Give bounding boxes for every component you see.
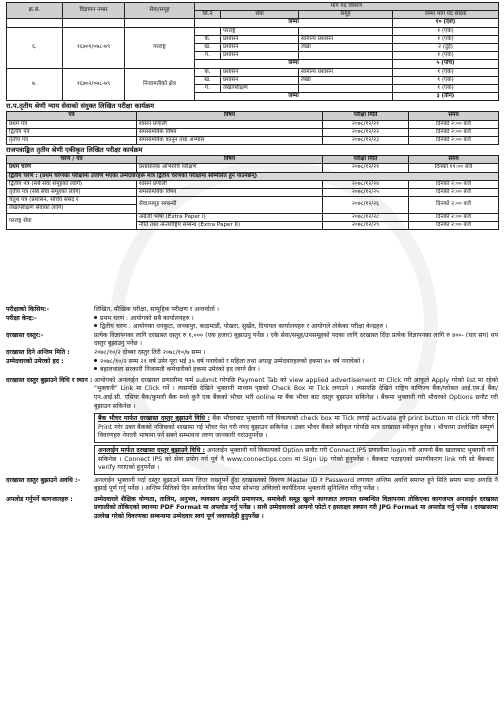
col-adv: विज्ञापन नम्बर — [63, 3, 125, 19]
table-row: जम्मा ५ (पाँच) — [7, 60, 499, 68]
table-row: नीति तथा अन्तर्राष्ट्रिय सम्बन्ध (Extra Paper II) २०७८/१२/२९ दिनको २:०० बजे — [7, 221, 499, 229]
group-adv: १६७०२/०७८-७९ — [63, 68, 125, 101]
payment-period-value: अनलाईन भुक्तानी गर्दा दस्तुर बुझाउने समय लिएर राख्नुपर्ने हुँदा दरखास्तको विवरण Master ID र Password लगायत अन्तिम अवधि समाप्त हुने मिति समय भन्दा अगाडि नै बुझाई पूर्ण गर्नु पर्नेछ । अन्तिम मितिको दिन सार्वजनिक बिदा परेमा सोभन्दा अघिल्लो कार्यदिनमा भुक्तानी सुनिश्चित गरिनु पर्नेछ । — [94, 476, 498, 493]
seat-distribution-table — [6, 2, 499, 101]
bank-voucher-title: बैंक भौचर मार्फत दरखास्त दस्तुर बुझाउने विधि : — [98, 415, 211, 423]
table-row: ख. प्रशासन लेखा २ (दुई) — [7, 44, 499, 52]
bank-voucher-text: बैंक भौचरबाट भुक्तानी गर्ने विकल्पको check box मा Tick लगाई activate हुने print button मा click गरी भौचर Print गरेर उक्त बैंकको नजिकको शाखामा गई भौचर पेश गरी नगद बुझाउन सकिनेछ । उक्त भौचर बैंकले स्वीकृत गरेपछि मात्र दरखास्त स्वीकृत हुनेछ । भौचरमा उल्लेखित सम्पूर्ण विवरणहरु नेपाली भाषामा पर्न सक्ने सम्भावना तरुण जानकारी गराउनुपर्नेछ । — [98, 415, 495, 440]
integrated-exam-table: चरण / पत्र विषय परीक्षा मिति समय प्रथम चरण प्रशासनिक अभिरुचि परीक्षण २०७८/१२/२१ दिनको ११:०० बजे द्वितीय चरण : (प्रथम चरणको परीक्षामा उत्तीर्ण भएका उम्मेदवारहरू मात्र द्वितीय चरणको परीक्षामा सम्मिलित हुन पाउनेछन्) द्वितीय पत्र (सबै सेवा समूहको लागि) शासन प्रणाली २०७८/१२/२४ दिनको २:०० बजे तृतीय पत्र (सबै सेवा समूहको लागि) समसामयिक विषय २०७८/१२/२५ दिनको २:०० बजे चतुर्थ पत्र (प्रशासन, सचिव संसद र सेवा/समूह सम्बन्धी २०७८/१२/२६ दिनको २:०० बजे लेखापरीक्षण सेवाको लागि) परराष्ट्र सेवा अंग्रेजी भाषा (Extra Paper I) २०७८/१२/२८ दिनको २:०० बजे नीति तथा अन्तर्राष्ट्रिय सम्बन्ध (Extra Paper II) २०७८/१२/२९ दिनको २:०० बजे — [6, 155, 499, 230]
table-row: तृतीय पत्र समसामयिक कानून तथा अभ्यास २०७८/१२/२३ दिनको २:०० बजे — [7, 137, 499, 145]
group-service: परराष्ट्र — [125, 27, 195, 68]
documents-label: अपलोड गर्नुपर्ने कागजातहरु : — [6, 495, 73, 503]
col-sn: क्र.सं. — [7, 3, 63, 19]
col-service: सेवा/समूह — [125, 3, 195, 19]
col-group: समूह — [299, 11, 393, 19]
table-row: ख. प्रशासन लेखा १ (एक) — [7, 76, 499, 84]
fee-value: प्रत्येक विज्ञापनका लागि दरखास्त दस्तुर रु १,००० (एक हजार) बुझाउनु पर्नेछ । एकै सेवा/समूह/उपसमूहको पदका लागि दरखास्त दिँदा प्रत्येक विज्ञापनका लागि रु ४००- (चार सय) थप दस्तुर बुझाउनु पर्नेछ । — [94, 331, 498, 348]
group-no: ६. — [7, 27, 63, 68]
judicial-exam-table: पत्र विषय परीक्षा मिति समय प्रथम पत्र शासन प्रणाली २०७८/१२/२१ दिनको २:०० बजे द्वितीय पत्र समसामयिक विषय २०७८/१२/२२ दिनको २:०० बजे तृतीय पत्र समसामयिक कानून तथा अभ्यास २०७८/१२/२३ दिनको २:०० बजे — [6, 111, 499, 145]
top-total-label: जम्मा — [195, 19, 393, 27]
center-phase2: द्वितीय चरण : आयोगका धनकुटा, जनकपुर, काठमाडौं, पोखरा, सुर्खेत, दिपायल कार्यालयहरु र आयोगले तोकेका परीक्षा केन्द्रहरु । — [100, 323, 388, 331]
col-subservice: सेवा — [221, 11, 299, 19]
mode-value: लिखित, मौखिक परीक्षा, सामूहिक परीक्षण र अन्तर्वार्ता । — [94, 306, 219, 313]
section1-title: रा.प.तृतीय श्रेणी न्याय सेवाको संयुक्त लिखित परीक्षा कार्यक्रम — [6, 102, 155, 111]
online-payment-text: अनलाईन भुक्तानी गर्ने विकल्पको Option छनौट गरी Connect IPS प्रणालीमा login गरी आफ्नो बैंक खाताबाट भुक्तानी गर्न सकिनेछ । Connect IPS को सेवा प्रयोग गर्न पूर्व नै www.connectips.com मा Sign Up गरेको हुनुपर्नेछ । बैंकबाट पठाइएको प्रमाणीकरण link गरी सो बैंकबाट verify गराएको हुनुपर्नेछ । — [98, 446, 495, 472]
table-row: तृतीय पत्र (सबै सेवा समूहको लागि) समसामयिक विषय २०७८/१२/२५ दिनको २:०० बजे — [7, 189, 499, 197]
group-no: ७. — [7, 68, 63, 101]
payment-period-label: दरखास्त दस्तुर बुझाउने अवधि :- — [6, 476, 81, 484]
mode-label: परीक्षाको किसिम:- — [6, 306, 50, 313]
age-label: उम्मेदवारको उमेरको हद : — [6, 357, 64, 365]
deadline-label: दरखास्त दिने अन्तिम मिति : — [6, 348, 70, 356]
table-row: द्वितीय पत्र समसामयिक विषय २०७८/१२/२२ दिनको २:०० बजे — [7, 128, 499, 136]
group-adv: १६७०१/०७८-७९ — [63, 27, 125, 68]
section2-title: राजपत्राङ्कित तृतीय श्रेणी एकीकृत लिखित परीक्षा कार्यक्रम — [6, 146, 143, 155]
second-phase-note: द्वितीय चरण : (प्रथम चरणको परीक्षामा उत्तीर्ण भएका उम्मेदवारहरू मात्र द्वितीय चरणको परीक्षामा सम्मिलित हुन पाउनेछन्) — [7, 172, 499, 180]
col-count: जम्मा माग पद संख्या — [393, 11, 499, 19]
center-label: परीक्षा केन्द्र:- — [6, 314, 37, 322]
bullet-icon — [94, 359, 97, 362]
center-phase1: प्रथम चरण : आयोगको सबै कार्यालयहरु । — [100, 314, 194, 322]
col-subno: सि.न — [195, 11, 221, 19]
table-row: परराष्ट्र सेवा अंग्रेजी भाषा (Extra Paper I) २०७८/१२/२८ दिनको २:०० बजे — [7, 213, 499, 221]
age-exemption: बहालवाला सरकारी निजामती कर्मचारीको हकमा उमेरको हद लाग्ने छैन । — [100, 366, 260, 374]
table-row: ७. १६७०२/०७८-७९ निजामतीको क्षेत्र क. प्रशासन सामान्य प्रशासन १ (एक) — [7, 68, 499, 76]
documents-value: उम्मेदवारले शैक्षिक योग्यता, तालिम, अनुभव, व्यवसाय अनुमति प्रमाणपत्र, समावेशी समूह खुल्ने कागजात लगायत सम्बन्धित विज्ञापनमा तोकिएका कागजपत्र अनलाईन दरखास्त प्रणालीको तोकिएको स्थानमा PDF Format मा अपलोड गर्नु पर्नेछ । साथै उम्मेदवारको आफ्नो फोटो र हस्ताक्षर स्क्यान गरी JPG Format मा अपलोड गर्नु पर्नेछ । दरखास्तमा उल्लेख गरेको विवरणका सम्बन्धमा उम्मेदवार स्वयं पूर्ण जवाफदेही हुनुपर्नेछ । — [94, 495, 498, 521]
table-row: द्वितीय पत्र (सबै सेवा समूहको लागि) शासन प्रणाली २०७८/१२/२४ दिनको २:०० बजे — [7, 180, 499, 188]
bank-voucher-box — [94, 413, 498, 443]
bullet-icon — [94, 367, 97, 370]
table-row: ग. प्रशासन १ (एक) — [7, 52, 499, 60]
col-demand: माग पद विवरण — [195, 3, 499, 11]
bullet-icon — [94, 316, 97, 319]
payment-value: आयोगको अनलाईन दरखास्त प्रणालीमा फर्म submit गरेपछि Payment Tab को view applied advertisement मा Click गरी आफूले Apply गरेको list मा रहेको "भुक्तानी" Link मा Click गर्ने । त्यसपछि देखिने भुक्तानी माध्यम पृष्ठको Check Box मा Tick लगाउने । त्यसपछि देखिने राष्ट्रिय वाणिज्य बैंक/ग्लोबल आई.एम.ई बैंक/एन.आई.सी. एसिया बैंक/कुमारी बैंक मध्ये कुनै एक बैंकको भौचर भरी online मा बैंक भौचर बाट दस्तुर बुझाउन सकिनेछ । बैंकमा भुक्तानी गरी भौचरको Options छनौट गरी बुझाउन सकिनेछ । — [94, 376, 498, 410]
payment-label: दरखास्त दस्तुर बुझाउने विधि र स्थान : — [6, 376, 93, 384]
top-total: १० (दश) — [393, 19, 499, 27]
exam-info-section — [6, 304, 498, 522]
table-row: प्रथम पत्र शासन प्रणाली २०७८/१२/२१ दिनको २:०० बजे — [7, 120, 499, 128]
table-row: चतुर्थ पत्र (प्रशासन, सचिव संसद र सेवा/समूह सम्बन्धी २०७८/१२/२६ दिनको २:०० बजे — [7, 197, 499, 205]
deadline-value: २०७८/१०/२ दोब्बर दस्तुर तिरी २०७८/१०/७ सम्म । — [94, 348, 206, 356]
online-payment-box — [94, 445, 498, 475]
table-row: ग. लेखापरीक्षण १ (एक) — [7, 85, 499, 93]
table-row: क. प्रशासन सामान्य प्रशासन १ (एक) — [7, 35, 499, 43]
fee-label: दरखास्त दस्तुर:- — [6, 331, 44, 339]
exam-notice-page — [6, 2, 498, 230]
table-row: प्रथम चरण प्रशासनिक अभिरुचि परीक्षण २०७८/१२/२१ दिनको ११:०० बजे — [7, 164, 499, 172]
table-row: लेखापरीक्षण सेवाको लागि) — [7, 205, 499, 213]
table-row: ६. १६७०१/०७८-७९ परराष्ट्र परराष्ट्र १ (एक) — [7, 27, 499, 35]
table-row: जम्मा ३ (तीन) — [7, 93, 499, 101]
online-payment-title: अनलाईन मार्फत दरखास्त दस्तुर बुझाउने विधि : — [98, 446, 205, 454]
group-service: निजामतीको क्षेत्र — [125, 68, 195, 101]
bullet-icon — [94, 324, 97, 327]
age-limit: २०७८/१०/२ सम्म २१ वर्ष उमेर पूरा भई ३५ वर्ष ननाघेको र महिला तथा अपाङ्ग उम्मेदवारहरुको हकमा ४० वर्ष ननाघेको । — [100, 357, 365, 365]
